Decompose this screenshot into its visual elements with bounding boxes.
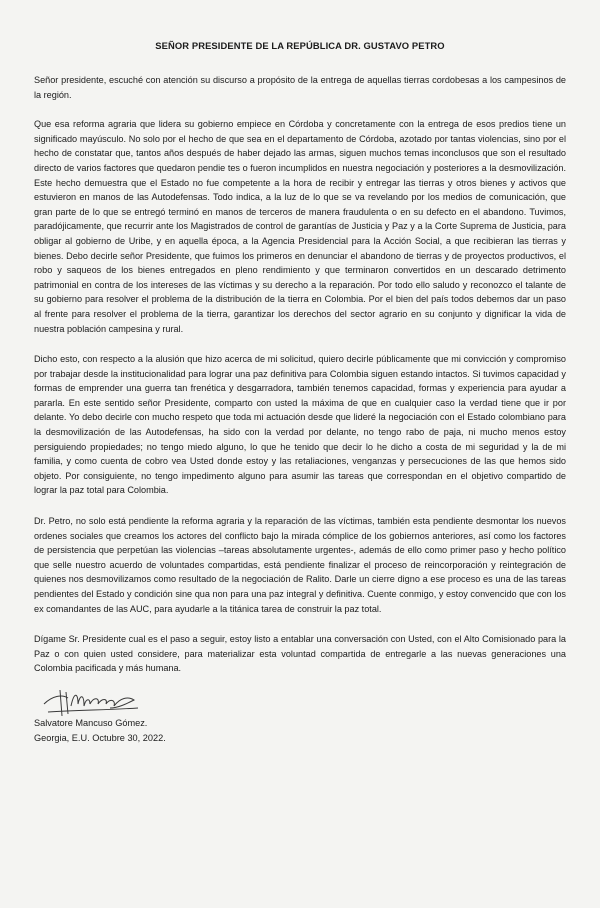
paragraph-land-reform: Que esa reforma agraria que lidera su gobierno empiece en Córdoba y concretamente con la entrega de esos predios tiene un significado mayúsculo. No solo por el hecho de que sea en el departamento de Córdoba, azotado por tantas violencias, sino por el hecho de constatar que, tantos años después de haber dejado las armas, siguen muchos temas inconclusos que son el resultado directo de varios factores que quedaron pendie tes o fueron incumplidos en nuestra negociación y posteriores a la desmovilización. Este hecho demuestra que el Estado no fue competente a la hora de recibir y entregar las tierras y otros bienes y activos que estuvieron en manos de las Autodefensas. Todo indica, a la luz de lo que se va revelando por los medios de comunicación, que gran parte de lo que se entregó terminó en manos de terceros de manera fraudulenta o en su defecto en el abandono. Tuvimos, paradójicamente, que recurrir ante los Magistrados de control de garantías de Justicia y Paz y a la Corte Suprema de Justicia, para obligar al gobierno de Uribe, y en aquella época, a la Agencia Presidencial para la Acción Social, a que recibieran las tierras y bienes. Debo decirle señor Presidente, que fuimos los primeros en denunciar el abandono de tierras y de proyectos productivos, el robo y saqueos de los bienes entregados en pleno rendimiento y que terminaron convertidos en un descarado detrimento patrimonial en contra de los intereses de las víctimas y su derecho a la reparación. Por todo ello saludo y reconozco el talante de su gobierno para resolver el problema de la distribución de la tierra en Colombia. Por el bien del país todos debemos dar un paso al frente para resolver el problema de la tierra, garantizar los derechos del sector agrario en su conjunto y dignificar la vida de nuestra población campesina y rural. [34, 119, 566, 334]
paragraph-commitment: Dicho esto, con respecto a la alusión que hizo acerca de mi solicitud, quiero decirle públicamente que mi convicción y compromiso por trabajar desde la institucionalidad para lograr una paz definitiva para Colombia siguen estando intactos. Si tuvimos capacidad y formas de emprender una guerra tan frenética y desgarradora, también tenemos capacidad, formas y experiencia para ayudar a pararla. En este sentido señor Presidente, comparto con usted la máxima de que en cualquier caso la verdad tiene que ir por delante. Yo debo decirle con mucho respeto que toda mi actuación desde que lideré la negociación con el Estado colombiano para la desmovilización de las Autodefensas, ha sido con la verdad por delante, no tengo rabo de paja, ni mucho menos estoy persiguiendo propiedades; no tengo miedo alguno, lo que he tenido que decir lo he dicho a costa de mi seguridad y la de mi familia, y como cuenta de cobro vea Usted donde estoy y las retaliaciones, venganzas y persecuciones de las que hemos sido objeto. Por consiguiente, no tengo impedimento alguno para asumir las tareas que correspondan en el objetivo compartido de lograr la paz total para Colombia. [34, 354, 566, 496]
signatory-name: Salvatore Mancuso Gómez. [34, 717, 148, 728]
letter-title: SEÑOR PRESIDENTE DE LA REPÚBLICA DR. GUSTAVO PETRO [155, 40, 445, 51]
signature-block [34, 682, 566, 745]
place-and-date: Georgia, E.U. Octubre 30, 2022. [34, 732, 166, 743]
paragraph-opening: Señor presidente, escuché con atención su discurso a propósito de la entrega de aquellas tierras cordobesas a los campesinos de la región. [34, 75, 566, 100]
paragraph-pending-tasks: Dr. Petro, no solo está pendiente la reforma agraria y la reparación de las víctimas, también esta pendiente desmontar los nuevos ordenes sociales que creamos los actores del conflicto bajo la mirada cómplice de los gobiernos anteriores, así como los factores de persistencia que perpetúan las violencias –tareas absolutamente urgentes-, además de ello como primer paso y hecho político que selle nuestro acuerdo de voluntades compartidas, está pendiente finalizar el proceso de reincorporación y reintegración de quienes nos desmovilizamos como resultado de la negociación de Ralito. Darle un cierre digno a ese proceso es una de las tareas pendientes del Estado y condición sine qua non para una paz integral y definitiva. Cuente conmigo, y estoy convencido que con los ex comandantes de las AUC, para ayudarle a la titánica tarea de construir la paz total. [34, 516, 566, 614]
paragraph-closing: Dígame Sr. Presidente cual es el paso a seguir, estoy listo a entablar una conversación con Usted, con el Alto Comisionado para la Paz o con quien usted considere, para materializar esta voluntad compartida de entregarle a las nuevas generaciones una Colombia pacificada y más humana. [34, 634, 566, 674]
